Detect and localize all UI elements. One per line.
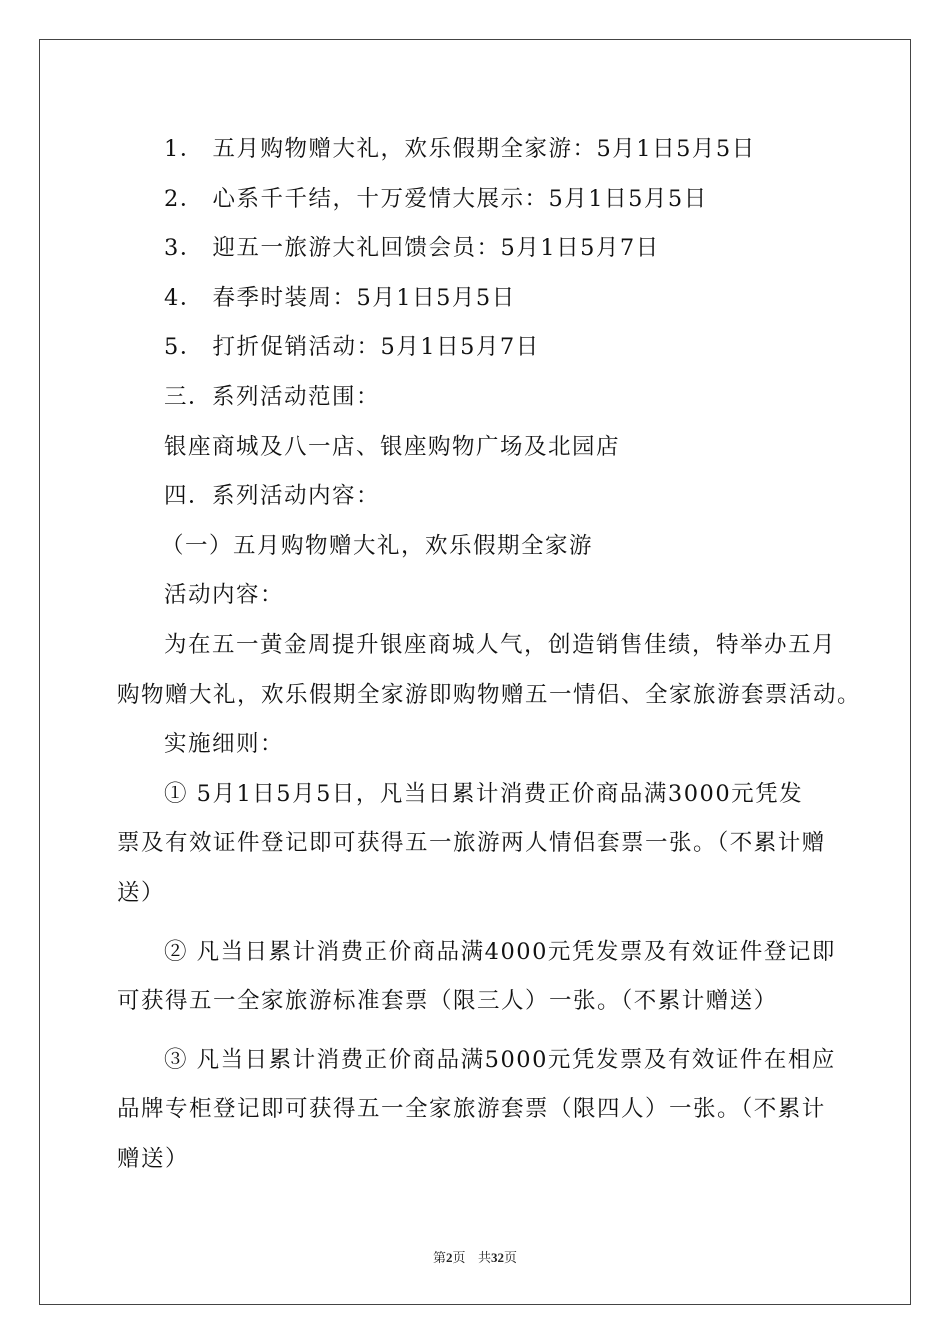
subsection-heading: （一）五月购物赠大礼，欢乐假期全家游 bbox=[161, 532, 594, 559]
paragraph: 银座商城及八一店、银座购物广场及北园店 bbox=[164, 433, 621, 460]
activity-label: 活动内容： bbox=[164, 582, 285, 609]
section-heading: 四．系列活动内容： bbox=[164, 483, 381, 510]
rule-line: 送） bbox=[117, 879, 166, 906]
list-item: 5． 打折促销活动：5月1日5月7日 bbox=[164, 334, 540, 361]
paragraph-line: 购物赠大礼，欢乐假期全家游即购物赠五一情侣、全家旅游套票活动。 bbox=[117, 681, 862, 708]
list-item: 4． 春季时装周：5月1日5月5日 bbox=[164, 284, 516, 311]
rule-line: ② 凡当日累计消费正价商品满4000元凭发票及有效证件登记即 bbox=[164, 938, 836, 965]
rule-line: 可获得五一全家旅游标准套票（限三人）一张。（不累计赠送） bbox=[117, 988, 778, 1015]
list-item: 1． 五月购物赠大礼，欢乐假期全家游：5月1日5月5日 bbox=[164, 136, 756, 162]
list-item: 3． 迎五一旅游大礼回馈会员：5月1日5月7日 bbox=[164, 235, 660, 262]
document-body bbox=[117, 125, 862, 1184]
section-heading: 三．系列活动范围： bbox=[164, 383, 381, 410]
list-item: 2． 心系千千结，十万爱情大展示：5月1日5月5日 bbox=[164, 185, 708, 212]
rule-line: ③ 凡当日累计消费正价商品满5000元凭发票及有效证件在相应 bbox=[164, 1046, 836, 1073]
rule-line: ① 5月1日5月5日，凡当日累计消费正价商品满3000元凭发 bbox=[164, 780, 804, 807]
rules-label: 实施细则： bbox=[164, 731, 285, 758]
rule-line: 赠送） bbox=[117, 1145, 190, 1172]
paragraph-line: 为在五一黄金周提升银座商城人气，创造销售佳绩，特举办五月 bbox=[164, 631, 837, 658]
page-footer: 第2页 共32页 bbox=[433, 1250, 517, 1266]
rule-line: 品牌专柜登记即可获得五一全家旅游套票（限四人）一张。（不累计 bbox=[117, 1096, 826, 1123]
rule-line: 票及有效证件登记即可获得五一旅游两人情侣套票一张。（不累计赠 bbox=[117, 830, 826, 857]
